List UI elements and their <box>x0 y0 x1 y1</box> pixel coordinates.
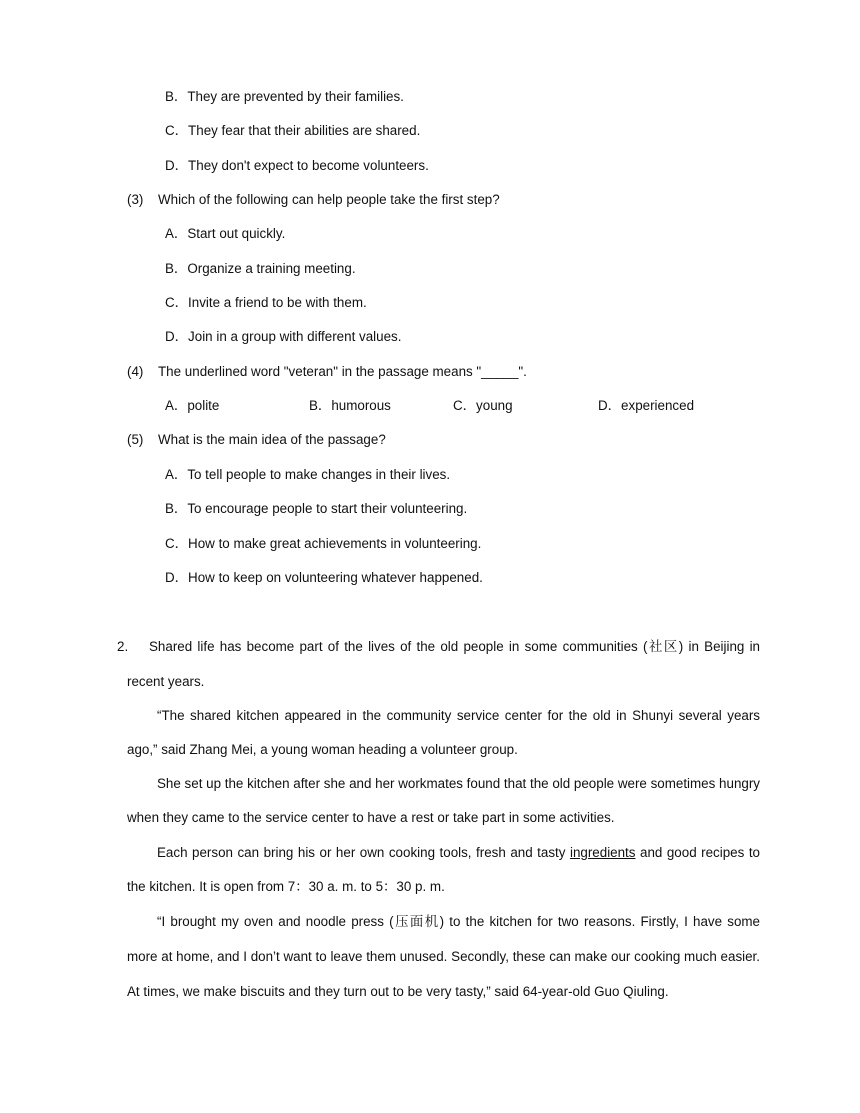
q2-option-b: B．They are prevented by their families. <box>165 89 404 104</box>
question-5 <box>127 431 386 449</box>
passage-paragraph-3: She set up the kitchen after she and her workmates found that the old people were sometimes hungry when they came to the service center to have a rest or take part in some activities. <box>127 776 760 826</box>
q2-option-d: D．They don't expect to become volunteers. <box>165 158 429 173</box>
question-stem: The underlined word "veteran" in the passage means "_____". <box>158 364 527 379</box>
q5-option-a: A．To tell people to make changes in their lives. <box>165 467 451 482</box>
q5-option-b: B．To encourage people to start their volunteering. <box>165 501 468 516</box>
q3-option-b: B．Organize a training meeting. <box>165 261 356 276</box>
question-number: (5) <box>127 432 144 447</box>
q3-option-d: D．Join in a group with different values. <box>165 329 402 344</box>
q4-option-c: C．young <box>453 398 513 413</box>
question-3 <box>127 191 500 209</box>
passage-paragraph-1: Shared life has become part of the lives of the old people in some communities (社区) in Beijing in recent years. <box>127 639 761 690</box>
q4-option-a: A．polite <box>165 398 220 413</box>
question-4 <box>127 363 527 381</box>
question-number: (4) <box>127 364 144 379</box>
passage-paragraph-4: Each person can bring his or her own cooking tools, fresh and tasty ingredients and good recipes to the kitchen. It is open from 7：30 a. m. to 5：30 p. m. <box>127 845 760 895</box>
underlined-word: ingredients <box>569 845 636 860</box>
q5-option-c: C．How to make great achievements in volunteering. <box>165 536 482 551</box>
q4-option-b: B．humorous <box>309 398 391 413</box>
passage-number: 2. <box>117 639 129 654</box>
q4-option-d: D．experienced <box>598 398 695 413</box>
q3-option-c: C．Invite a friend to be with them. <box>165 295 367 310</box>
question-stem: Which of the following can help people take the first step? <box>158 192 500 207</box>
question-number: (3) <box>127 192 144 207</box>
passage-paragraph-5: “I brought my oven and noodle press (压面机) to the kitchen for two reasons. Firstly, I have some more at home, and I don’t want to leave them unused. Secondly, these can make our cooking much easier. At times, we make biscuits and they turn out to be very tasty,” said 64-year-old Guo Qiuling. <box>127 914 761 999</box>
q3-option-a: A．Start out quickly. <box>165 226 286 241</box>
q2-option-c: C．They fear that their abilities are shared. <box>165 123 421 138</box>
q5-option-d: D．How to keep on volunteering whatever happened. <box>165 570 483 585</box>
passage-paragraph-2: “The shared kitchen appeared in the community service center for the old in Shunyi several years ago,” said Zhang Mei, a young woman heading a volunteer group. <box>127 708 760 758</box>
question-stem: What is the main idea of the passage? <box>158 432 386 447</box>
